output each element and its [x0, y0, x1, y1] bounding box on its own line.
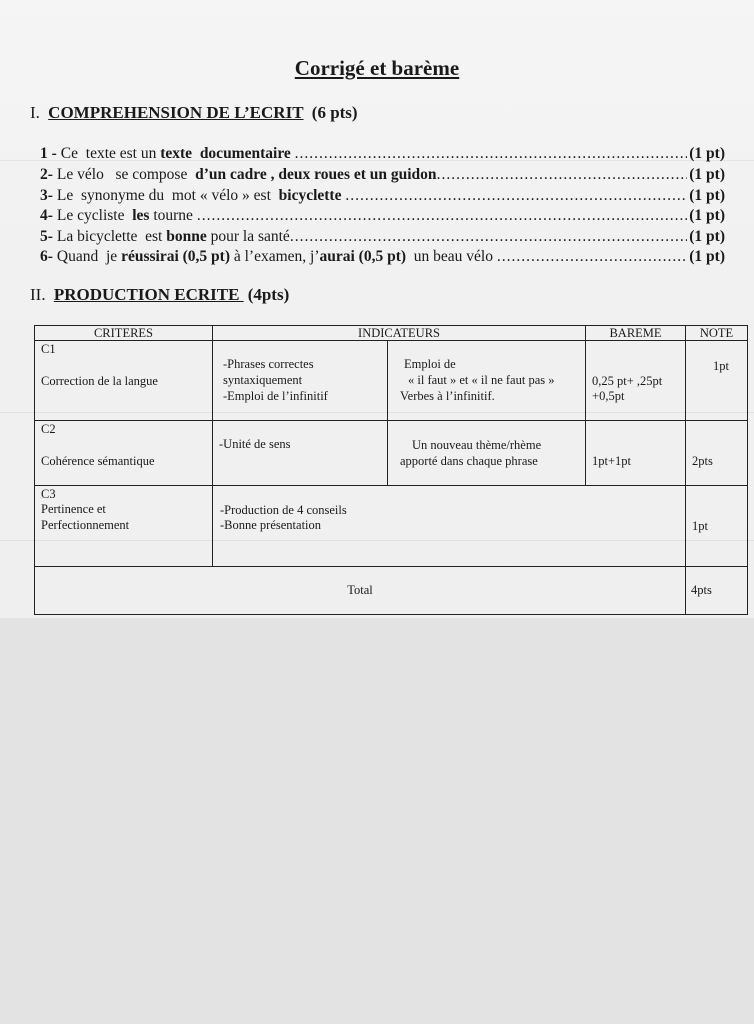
table-header-row [35, 326, 748, 341]
answer-line [40, 187, 725, 205]
answer-key-text: texte documentaire [160, 145, 291, 162]
answer-number: 1 - [40, 145, 57, 162]
indicator-cell [213, 486, 686, 567]
answer-key-text: d’un cadre , deux roues et un guidon [195, 166, 437, 183]
criterion-code: C2 [41, 422, 56, 437]
indicator-line: -Emploi de l’infinitif [223, 389, 328, 404]
section-2-points: (4pts) [247, 285, 290, 304]
note-value: 1pt [692, 519, 708, 534]
answer-text: Quand je [56, 248, 122, 265]
indicator-line: -Bonne présentation [220, 518, 322, 533]
bareme-line: 1pt+1pt [592, 454, 632, 469]
total-label: Total [35, 567, 686, 615]
section-1-points: (6 pts) [311, 103, 358, 122]
answer-text: à l’examen, j’ [229, 248, 320, 265]
dot-leader [295, 145, 688, 163]
criterion-cell [35, 486, 213, 567]
answer-number: 4- [40, 207, 53, 224]
blank-background [0, 618, 754, 1024]
answer-text: Le vélo se compose [56, 166, 196, 183]
answer-number: 5- [40, 228, 53, 245]
answer-text: un beau vélo [406, 248, 497, 265]
answer-points: (1 pt) [689, 166, 725, 183]
answer-key-text: les [132, 207, 150, 224]
answer-key-text: aurai (0,5 pt) [319, 248, 407, 265]
note-cell [686, 486, 748, 567]
header-indicateurs: INDICATEURS [213, 326, 586, 341]
note-cell [686, 421, 748, 486]
bareme-line: 0,25 pt+ ,25pt [592, 374, 663, 389]
answer-number: 3- [40, 187, 53, 204]
header-note: NOTE [686, 326, 748, 341]
answer-text: tourne [149, 207, 197, 224]
table-row-c1 [35, 341, 748, 421]
header-bareme: BAREME [586, 326, 686, 341]
total-value: 4pts [686, 567, 748, 615]
indicator-detail-line: Emploi de [404, 357, 456, 372]
answer-text: La bicyclette est [56, 228, 167, 245]
criterion-label: Cohérence sémantique [41, 454, 155, 469]
indicator-detail-cell [388, 421, 586, 486]
answer-key-text: réussirai (0,5 pt) [121, 248, 230, 265]
indicator-detail-line: Un nouveau thème/rhème [412, 438, 542, 453]
indicator-detail-cell [388, 341, 586, 421]
criterion-code: C3 [41, 487, 56, 502]
answer-text: Ce texte est un [60, 145, 161, 162]
section-1-heading [30, 103, 358, 123]
dot-leader [437, 166, 688, 184]
answer-line [40, 207, 725, 225]
criterion-cell [35, 341, 213, 421]
dot-leader [290, 228, 687, 246]
indicator-line: syntaxiquement [223, 373, 303, 388]
note-value: 1pt [713, 359, 730, 374]
indicator-detail-line: apporté dans chaque phrase [400, 454, 538, 469]
page-title: Corrigé et barème [294, 56, 460, 80]
answer-points: (1 pt) [689, 207, 725, 224]
indicator-detail-line: Verbes à l’infinitif. [400, 389, 495, 404]
indicator-detail-line: « il faut » et « il ne faut pas » [408, 373, 555, 388]
header-criteres: CRITERES [35, 326, 213, 341]
dot-leader [197, 207, 687, 225]
bareme-line: +0,5pt [592, 389, 625, 404]
dot-leader [345, 187, 687, 205]
section-1-name: COMPREHENSION DE L’ECRIT [48, 103, 304, 122]
table-row-total [35, 567, 748, 615]
bareme-cell [586, 421, 686, 486]
criterion-label: Correction de la langue [41, 374, 158, 389]
note-cell [686, 341, 748, 421]
indicator-line: -Phrases correctes [223, 357, 314, 372]
grading-table [34, 325, 748, 615]
indicator-cell [213, 341, 388, 421]
criterion-code: C1 [41, 342, 56, 357]
criterion-label: Pertinence et [41, 502, 106, 517]
table-row-c3 [35, 486, 748, 567]
answer-line [40, 145, 725, 163]
answer-key-text: bonne [166, 228, 207, 245]
answer-text: Le cycliste [56, 207, 133, 224]
indicator-line: -Production de 4 conseils [220, 503, 347, 518]
answer-points: (1 pt) [689, 187, 725, 204]
answer-points: (1 pt) [689, 145, 725, 162]
answer-text: Le synonyme du mot « vélo » est [56, 187, 279, 204]
section-2-name: PRODUCTION ECRITE [53, 285, 244, 304]
section-2-heading [30, 285, 289, 305]
answer-points: (1 pt) [689, 248, 725, 265]
note-value: 2pts [692, 454, 713, 469]
indicator-line: -Unité de sens [219, 437, 291, 452]
answer-number: 2- [40, 166, 53, 183]
criterion-label: Perfectionnement [41, 518, 130, 533]
answer-text: pour la santé [206, 228, 290, 245]
answer-line [40, 166, 725, 184]
answer-line [40, 228, 725, 246]
answer-points: (1 pt) [689, 228, 725, 245]
answer-number: 6- [40, 248, 53, 265]
answer-key-text: bicyclette [278, 187, 342, 204]
dot-leader [497, 248, 687, 266]
criterion-cell [35, 421, 213, 486]
table-row-c2 [35, 421, 748, 486]
indicator-cell [213, 421, 388, 486]
bareme-cell [586, 341, 686, 421]
answer-line [40, 248, 725, 266]
section-1-number: I. [30, 103, 40, 122]
section-2-number: II. [30, 285, 46, 304]
